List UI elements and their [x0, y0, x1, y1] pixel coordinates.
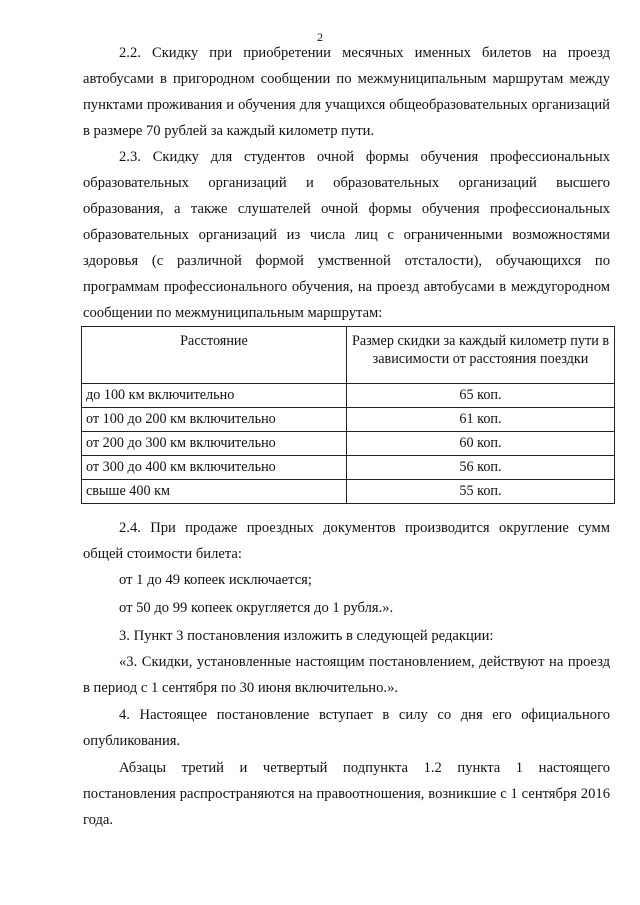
paragraph-3-quote: «3. Скидки, установленные настоящим постановлением, действуют на проезд в период с 1 сентября по 30 июня включительно.». [83, 654, 610, 696]
paragraph-4: 4. Настоящее постановление вступает в силу со дня его официального опубликования. [83, 707, 610, 749]
cell-distance: до 100 км включительно [82, 384, 347, 408]
cell-discount: 65 коп. [347, 384, 615, 408]
cell-discount: 60 коп. [347, 432, 615, 456]
table-row [82, 384, 615, 408]
page-number: 2 [317, 30, 323, 44]
rounding-rule-1: от 1 до 49 копеек исключается; [119, 572, 312, 588]
header-distance: Расстояние [82, 327, 347, 384]
cell-discount: 55 коп. [347, 480, 615, 504]
cell-distance: от 300 до 400 км включительно [82, 456, 347, 480]
cell-distance: от 100 до 200 км включительно [82, 408, 347, 432]
rounding-rule-2: от 50 до 99 копеек округляется до 1 рубля.». [119, 600, 394, 616]
cell-discount: 56 коп. [347, 456, 615, 480]
discount-table [81, 326, 615, 504]
header-discount: Размер скидки за каждый километр пути в зависимости от расстояния поездки [347, 327, 615, 384]
cell-distance: от 200 до 300 км включительно [82, 432, 347, 456]
paragraph-2-2: 2.2. Скидку при приобретении месячных именных билетов на проезд автобусами в пригородном сообщении по межмуниципальным маршрутам между пунктами проживания и обучения для учащихся общеобразовательных организаций в размере 70 рублей за каждый километр пути. [83, 45, 610, 139]
cell-distance: свыше 400 км [82, 480, 347, 504]
table-header-row [82, 327, 615, 384]
paragraph-5: Абзацы третий и четвертый подпункта 1.2 пункта 1 настоящего постановления распространяются на правоотношения, возникшие с 1 сентября 2016 года. [83, 760, 610, 828]
table-row [82, 408, 615, 432]
paragraph-2-3: 2.3. Скидку для студентов очной формы обучения профессиональных образовательных организаций и образовательных организаций высшего образования, а также слушателей очной формы обучения профессиональных образовательных организаций из числа лиц с ограниченными возможностями здоровья (с различной формой умственной отсталости), обучающихся по программам профессионального обучения, на проезд автобусами в междугородном сообщении по межмуниципальным маршрутам: [83, 149, 610, 321]
table-row [82, 480, 615, 504]
cell-discount: 61 коп. [347, 408, 615, 432]
paragraph-2-4: 2.4. При продаже проездных документов производится округление сумм общей стоимости билета: [83, 520, 610, 562]
table-row [82, 432, 615, 456]
table-row [82, 456, 615, 480]
paragraph-3-intro: 3. Пункт 3 постановления изложить в следующей редакции: [119, 628, 494, 644]
